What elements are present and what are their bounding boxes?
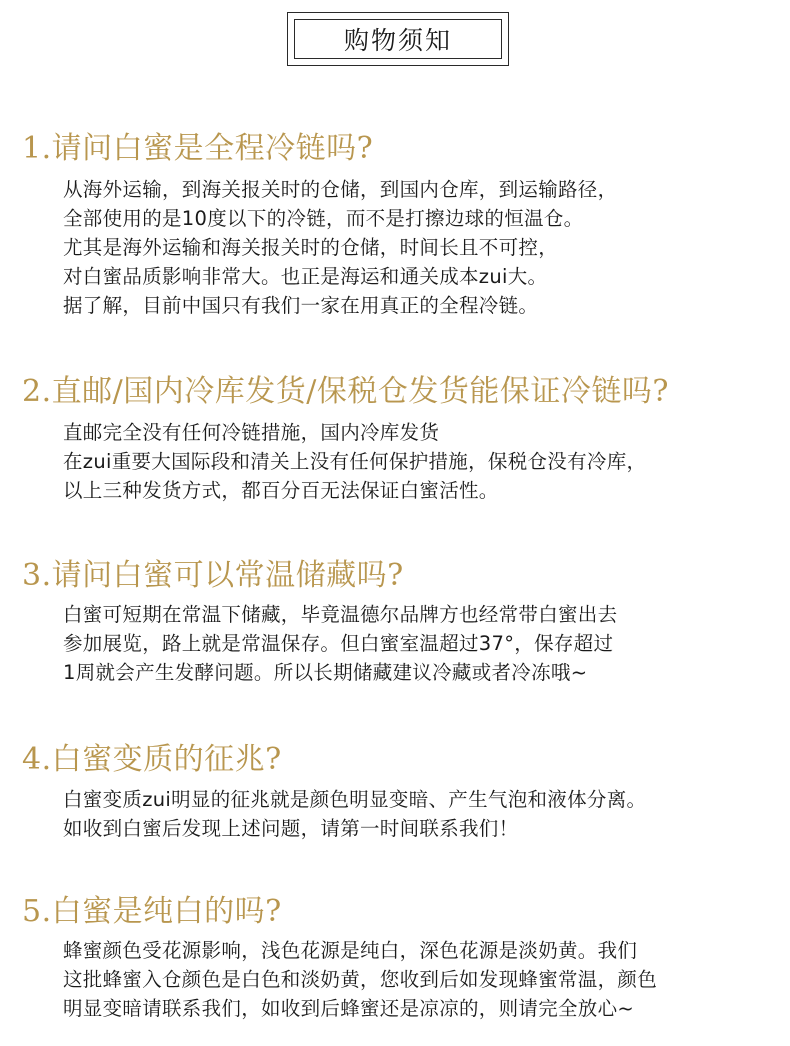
faq-question-2: 2.直邮/国内冷库发货/保税仓发货能保证冷链吗?: [22, 374, 669, 409]
faq-question-3: 3.请问白蜜可以常温储藏吗?: [22, 558, 404, 593]
answer-line: 1周就会产生发酵问题。所以长期储藏建议冷藏或者冷冻哦~: [63, 661, 588, 684]
answer-line: 蜂蜜颜色受花源影响，浅色花源是纯白，深色花源是淡奶黄。我们: [63, 939, 638, 962]
answer-line: 如收到白蜜后发现上述问题，请第一时间联系我们！: [63, 817, 519, 840]
answer-line: 以上三种发货方式，都百分百无法保证白蜜活性。: [63, 479, 499, 502]
answer-line: 直邮完全没有任何冷链措施，国内冷库发货: [63, 421, 440, 444]
faq-answer-2: [63, 418, 783, 505]
answer-line: 白蜜可短期在常温下储藏，毕竟温德尔品牌方也经常带白蜜出去: [63, 603, 618, 626]
answer-line: 据了解，目前中国只有我们一家在用真正的全程冷链。: [63, 294, 539, 317]
faq-answer-1: [63, 175, 783, 320]
page-title-frame: [287, 12, 509, 66]
answer-line: 这批蜂蜜入仓颜色是白色和淡奶黄，您收到后如发现蜂蜜常温，颜色: [63, 968, 658, 991]
answer-line: 在zui重要大国际段和清关上没有任何保护措施，保税仓没有冷库，: [63, 450, 647, 473]
faq-answer-5: [63, 936, 783, 1023]
faq-question-4: 4.白蜜变质的征兆?: [22, 742, 282, 777]
faq-answer-4: [63, 785, 783, 843]
faq-question-1: 1.请问白蜜是全程冷链吗?: [22, 131, 374, 166]
answer-line: 明显变暗请联系我们，如收到后蜂蜜还是凉凉的，则请完全放心~: [63, 997, 635, 1020]
page-title: 购物须知: [294, 19, 502, 59]
answer-line: 尤其是海外运输和海关报关时的仓储，时间长且不可控，: [63, 236, 559, 259]
faq-question-5: 5.白蜜是纯白的吗?: [22, 894, 282, 929]
answer-line: 对白蜜品质影响非常大。也正是海运和通关成本zui大。: [63, 265, 548, 288]
answer-line: 全部使用的是10度以下的冷链，而不是打擦边球的恒温仓。: [63, 207, 584, 230]
answer-line: 白蜜变质zui明显的征兆就是颜色明显变暗、产生气泡和液体分离。: [63, 788, 647, 811]
answer-line: 从海外运输，到海关报关时的仓储，到国内仓库，到运输路径，: [63, 178, 618, 201]
faq-answer-3: [63, 600, 783, 687]
answer-line: 参加展览，路上就是常温保存。但白蜜室温超过37°，保存超过: [63, 632, 614, 655]
